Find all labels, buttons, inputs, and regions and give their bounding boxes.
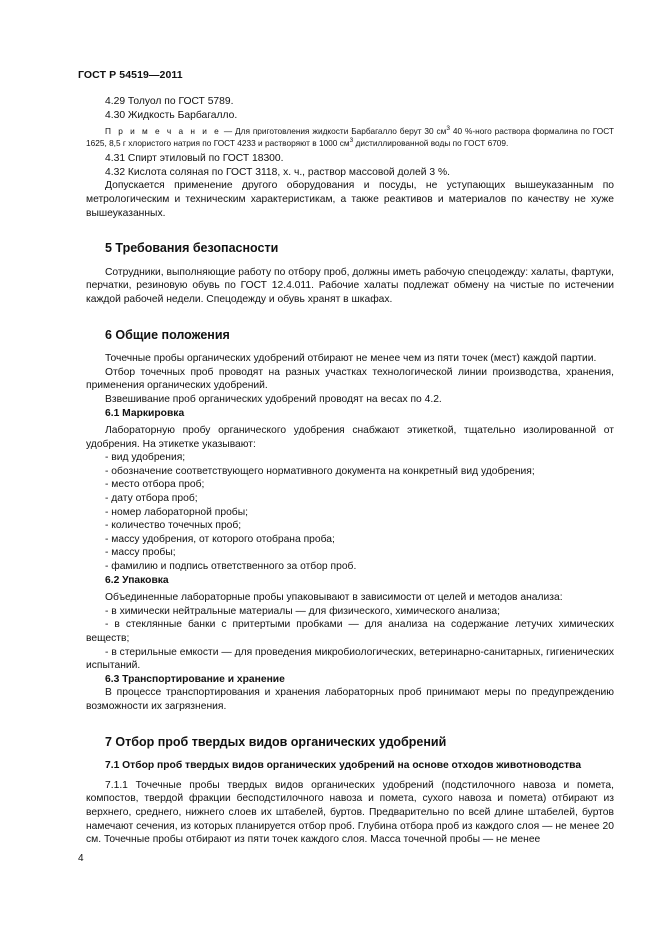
list-item: - вид удобрения; [105, 452, 186, 464]
document-body [86, 95, 614, 847]
subsection-6-2-text: Объединенные лабораторные пробы упаковывают в зависимости от целей и методов анализа: [105, 592, 563, 604]
section-6-title: 6 Общие положения [105, 327, 230, 342]
list-item: - фамилию и подпись ответственного за отбор проб. [105, 561, 357, 573]
list-item: - массу удобрения, от которого отобрана проба; [105, 533, 335, 545]
item-4-30: 4.30 Жидкость Барбагалло. [105, 109, 238, 121]
list-item: - в стеклянные банки с притертыми пробками — для анализа на содержание летучих химических веществ; [86, 619, 614, 644]
section-6-p3: Взвешивание проб органических удобрений проводят на весах по 4.2. [105, 393, 442, 405]
subsection-6-3-title: 6.3 Транспортирование и хранение [105, 673, 285, 685]
subsection-7-1-1-text: 7.1.1 Точечные пробы твердых видов органических удобрений (подстилочного навоза и помета, компостов, твердой фракции бесподстилочного навоза и помета, сухого навоза и помета) отбирают из верхнего, среднего, нижнего слоев их штабелей, буртов. Предварительно по всей длине штабелей, буртов намечают сечения, из которых планируется отбор проб. Глубина отбора проб из каждого слоя — не менее 20 см. Точечные пробы отбирают из пяти точек каждого слоя. Масса точечной пробы — не менее [86, 779, 614, 846]
note-sup-1: 3 [446, 125, 450, 133]
list-item: - в химически нейтральные материалы — для физического, химического анализа; [105, 605, 500, 617]
note-label: П р и м е ч а н и е [105, 126, 221, 137]
note-paragraph [86, 126, 614, 149]
section-6-p1: Точечные пробы органических удобрений отбирают не менее чем из пяти точек (мест) каждой партии. [105, 353, 597, 365]
subsection-6-2-title: 6.2 Упаковка [105, 574, 169, 586]
section-5-title: 5 Требования безопасности [105, 241, 279, 256]
list-item: - дату отбора проб; [105, 493, 198, 505]
list-item: - номер лабораторной пробы; [105, 506, 248, 518]
page-number: 4 [78, 853, 84, 864]
note-sup-2: 3 [349, 136, 354, 144]
section-7-title: 7 Отбор проб твердых видов органических удобрений [105, 734, 447, 749]
item-4-32: 4.32 Кислота соляная по ГОСТ 3118, х. ч., раствор массовой долей 3 %. [105, 166, 450, 178]
list-item: - обозначение соответствующего нормативного документа на конкретный вид удобрения; [105, 465, 535, 477]
subsection-6-3-text: В процессе транспортирования и хранения лабораторных проб принимают меры по предупреждению возможности их загрязнения. [86, 687, 614, 712]
note-text-a: — Для приготовления жидкости Барбагалло берут 30 см [220, 126, 447, 137]
section-6-p2: Отбор точечных проб проводят на разных участках технологической линии производства, хранения, применения органических удобрений. [86, 366, 614, 392]
subsection-7-1-title: 7.1 Отбор проб твердых видов органических удобрений на основе отходов животноводства [105, 760, 582, 772]
list-item: - в стерильные емкости — для проведения микробиологических, ветеринарно-санитарных, гигиенических испытаний. [86, 646, 614, 672]
note-text-c: дистиллированной воды по ГОСТ 6709. [353, 137, 509, 148]
item-4-29: 4.29 Толуол по ГОСТ 5789. [105, 96, 234, 107]
list-item: - место отбора проб; [105, 479, 205, 491]
allowance-paragraph: Допускается применение другого оборудования и посуды, не уступающих вышеуказанным по метрологическим и техническим характеристикам, а также реактивов и материалов по качеству не хуже вышеуказанных. [86, 180, 614, 219]
subsection-6-1-title: 6.1 Маркировка [105, 407, 185, 419]
note-text-b: 40 %-ного раствора формалина по ГОСТ 1625, 8,5 г хлористого натрия по ГОСТ 4233 и растворяют в 1000 см [86, 126, 615, 148]
list-item: - количество точечных проб; [105, 520, 242, 532]
list-item: - массу пробы; [105, 547, 176, 559]
item-4-31: 4.31 Спирт этиловый по ГОСТ 18300. [105, 153, 284, 165]
section-5-text: Сотрудники, выполняющие работу по отбору проб, должны иметь рабочую спецодежду: халаты, фартуки, перчатки, резиновую обувь по ГОСТ 12.4.011. Рабочие халаты подлежат обмену на чистые по истечении каждой рабочей недели. Спецодежду и обувь хранят в шкафах. [86, 266, 614, 305]
subsection-6-1-text: Лабораторную пробу органического удобрения снабжают этикеткой, тщательно изолированной от удобрения. На этикетке указывают: [86, 425, 614, 450]
standard-header: ГОСТ Р 54519—2011 [78, 69, 183, 81]
